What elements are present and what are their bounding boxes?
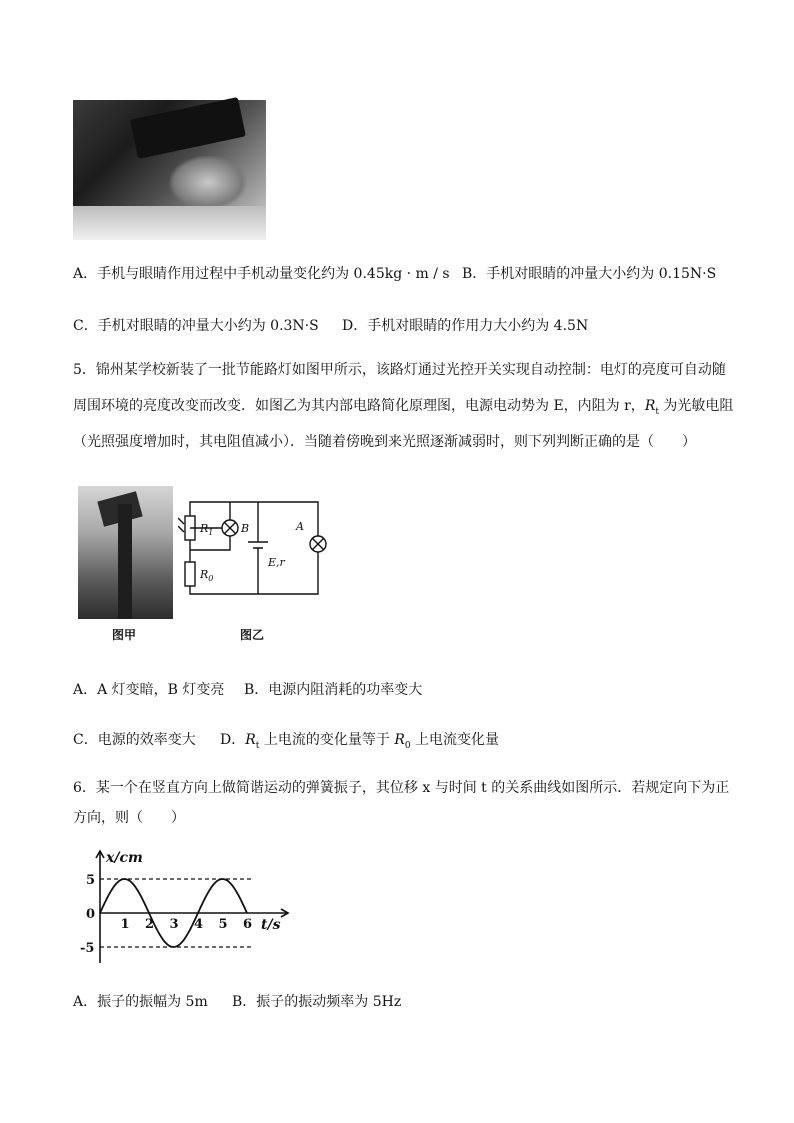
q6-option-b: B．振子的振动频率为 5Hz [232,994,402,1010]
q5-option-a [73,680,224,700]
phone-shape [130,97,246,159]
x-tick-label-1: 1 [120,917,130,932]
x-axis-label: t/s [261,917,281,933]
q5-option-a-text: A 灯变暗，B 灯变亮 [97,682,225,698]
pillow-shape [73,206,266,240]
y-axis-label: x/cm [106,850,143,866]
x-tick-label-6: 6 [243,917,253,932]
q6-option-a: A．振子的振幅为 5m [73,994,208,1010]
lamp-pole-shape [118,504,132,619]
street-lamp-photo [78,486,173,619]
q5-stem-line3: （光照强度增加时，其电阻值减小）．当随着傍晚到来光照逐渐减弱时，则下列判断正确的是（ ） [73,434,696,450]
figure-caption-jia: 图甲 [112,628,137,642]
q6-stem-line1: 6．某一个在竖直方向上做简谐运动的弹簧振子，其位移 x 与时间 t 的关系曲线如图所示．若规定向下为正 [73,780,730,796]
q5-option-a-prefix: A． [73,682,98,698]
q5-option-c: C．电源的效率变大 [73,732,196,748]
circuit-diagram [178,490,328,602]
x-tick-label-5: 5 [218,917,228,932]
q5-option-d-r: R [245,732,256,748]
q5-stem-line2 [73,396,733,422]
q5-option-d-mid: 上电流的变化量等于 [259,732,395,748]
q5-stem-line2-text: 周围环境的亮度改变而改变．如图乙为其内部电路简化原理图，电源电动势为 E，内阻为 r， [73,398,645,414]
label-a: A [296,520,304,533]
q5-option-b: B．电源内阻消耗的功率变大 [244,682,423,698]
y-tick-label-neg5: -5 [80,941,95,956]
q4-option-b: B．手机对眼睛的冲量大小约为 0.15N·S [462,266,717,282]
q5-option-d-r0: R [394,732,405,748]
q5-option-d-prefix: D． [220,732,246,748]
q5-option-d [220,730,499,756]
x-tick-label-3: 3 [169,917,179,932]
r0-resistor [185,562,195,586]
phone-face-photo [73,100,266,240]
q5-option-d-r-sub: t [255,740,260,751]
q4-option-a: A．手机与眼睛作用过程中手机动量变化约为 0.45kg · m / s [73,266,450,282]
battery-symbol [248,502,268,594]
q4-option-d: D．手机对眼睛的作用力大小约为 4.5N [342,318,589,334]
q6-stem-line2: 方向，则（ ） [73,810,185,826]
shm-displacement-chart [76,845,296,970]
y-tick-label-5: 5 [86,873,96,888]
q5-stem-r-symbol: R [644,398,656,414]
label-b: B [241,522,250,535]
y-tick-label-0: 0 [86,907,96,922]
label-er: E,r [268,556,285,569]
q5-option-d-tail: 上电流变化量 [410,732,500,748]
label-r0: $R_0$ [200,568,214,583]
light-arrows-icon [178,518,184,532]
q5-option-d-r0-sub: 0 [404,740,411,751]
x-tick-label-2: 2 [145,917,155,932]
q5-stem-r-subscript: t [655,406,659,417]
q5-stem-line1: 5．锦州某学校新装了一批节能路灯如图甲所示，该路灯通过光控开关实现自动控制：电灯的亮度可自动随 [73,362,726,378]
face-shape [168,155,248,210]
label-r1: $R_1$ [200,522,214,537]
q5-stem-line2-tail: 为光敏电阻 [658,398,734,414]
x-tick-label-4: 4 [194,917,204,932]
figure-caption-yi: 图乙 [240,628,265,642]
q4-option-c: C．手机对眼睛的冲量大小约为 0.3N·S [73,318,319,334]
